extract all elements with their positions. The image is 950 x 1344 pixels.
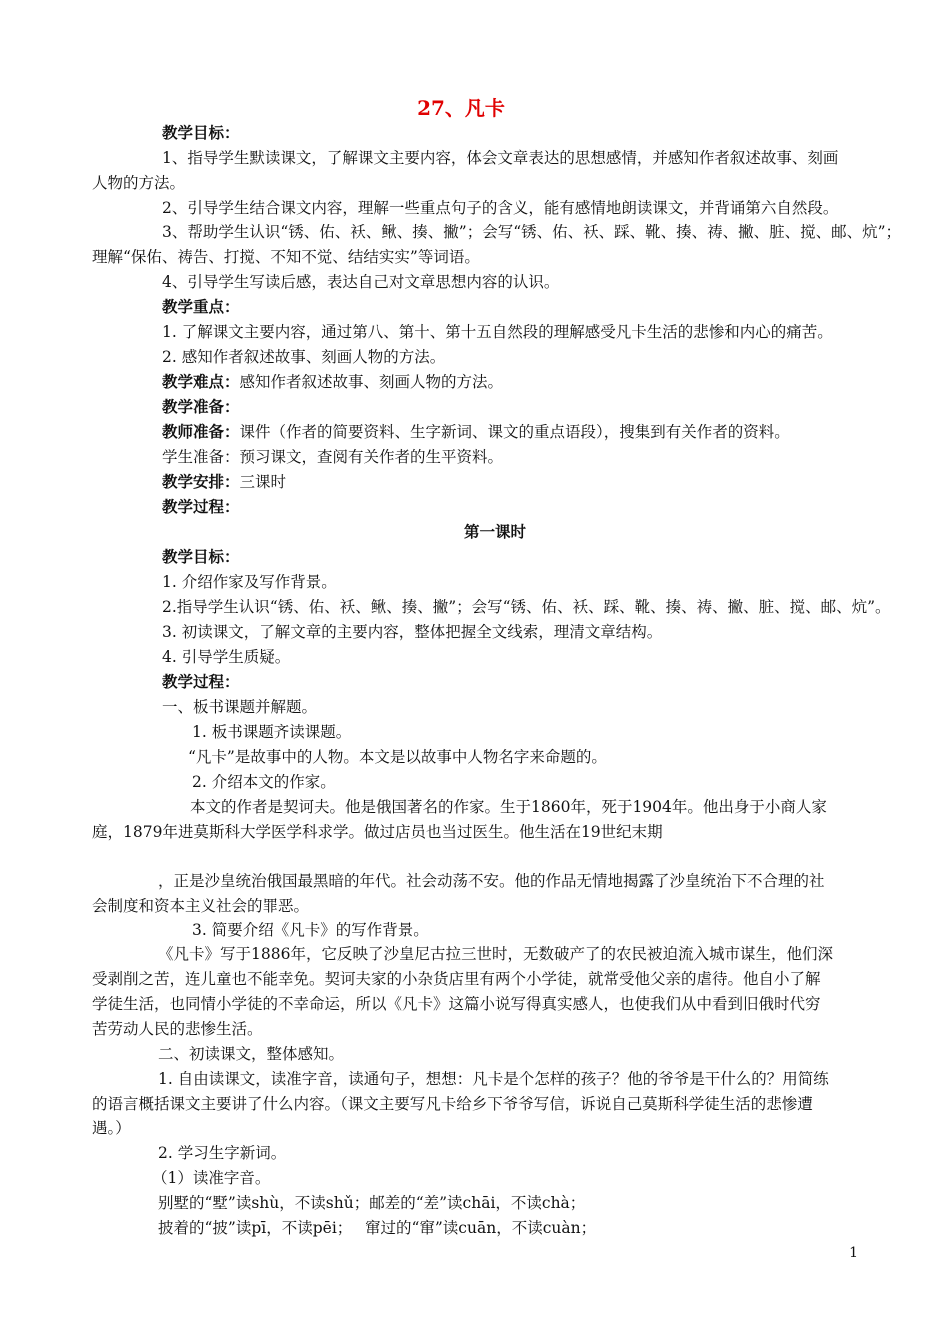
goal-line: 1、指导学生默读课文，了解课文主要内容，体会文章表达的思想感情，并感知作者叙述故事、刻画 [162,149,839,167]
lesson1-process-heading: 教学过程： [162,672,240,691]
body-line: 1. 自由读课文，读准字音，读通句子，想想：凡卡是个怎样的孩子？他的爷爷是干什么的？用简练 [158,1070,829,1088]
goal-line: 2、引导学生结合课文内容，理解一些重点句子的含义，能有感情地朗读课文，并背诵第六自然段。 [162,199,839,217]
lesson1-goal: 4. 引导学生质疑。 [162,648,291,666]
body-line: 庭，1879年进莫斯科大学医学科求学。做过店员也当过医生。他生活在19世纪末期 [92,823,663,841]
lesson1-goal: 1. 介绍作家及写作背景。 [162,573,337,591]
body-line: 《凡卡》写于1886年，它反映了沙皇尼古拉三世时，无数破产了的农民被迫流入城市谋生，他们深 [158,945,833,963]
key-point: 1. 了解课文主要内容，通过第八、第十、第十五自然段的理解感受凡卡生活的悲惨和内心的痛苦。 [162,323,833,341]
goal-line: 理解“保佑、祷告、打搅、不知不觉、结结实实”等词语。 [92,248,480,266]
goals-heading: 教学目标： [162,123,240,142]
difficulty-label: 教学难点： [162,372,240,391]
goal-line: 人物的方法。 [92,174,186,192]
goal-line: 4、引导学生写读后感，表达自己对文章思想内容的认识。 [162,273,560,291]
body-line: “凡卡”是故事中的人物。本文是以故事中人物名字来命题的。 [188,748,607,766]
lesson1-goal: 2.指导学生认识“锈、佑、袄、鳅、揍、撇”；会写“锈、佑、袄、踩、靴、揍、祷、撇、脏、搅、邮、炕”。 [162,598,891,616]
arrangement-label: 教学安排： [162,472,240,491]
body-line: 2. 学习生字新词。 [158,1144,287,1162]
body-line: 受剥削之苦，连儿童也不能幸免。契诃夫家的小杂货店里有两个小学徒，就常受他父亲的虐待。他自小了解 [92,970,821,988]
body-line: 披着的“披”读pī，不读pēi； 窜过的“窜”读cuān，不读cuàn； [158,1219,597,1237]
key-heading: 教学重点： [162,297,240,316]
goal-line: 3、帮助学生认识“锈、佑、袄、鳅、揍、撇”；会写“锈、佑、袄、踩、靴、揍、祷、撇、脏、搅、邮、炕”； [162,223,902,241]
page-number: 1 [849,1245,858,1261]
body-line: 会制度和资本主义社会的罪恶。 [92,897,310,915]
lesson1-goal: 3. 初读课文，了解文章的主要内容，整体把握全文线索，理清文章结构。 [162,623,663,641]
arrangement-text: 三课时 [239,473,287,491]
page-title: 27、凡卡 [417,96,505,120]
difficulty-text: 感知作者叙述故事、刻画人物的方法。 [239,373,504,391]
body-line: 二、初读课文，整体感知。 [158,1045,345,1063]
arrangement-line [162,472,286,492]
body-line: 遇。） [92,1119,131,1137]
body-line: 学徒生活，也同情小学徒的不幸命运，所以《凡卡》这篇小说写得真实感人，也使我们从中看到旧俄时代穷 [92,995,821,1013]
student-prep-line: 学生准备：预习课文，查阅有关作者的生平资料。 [162,448,504,466]
body-line: （1）读准字音。 [152,1169,271,1187]
process-heading: 教学过程： [162,497,240,516]
body-line: 的语言概括课文主要讲了什么内容。（课文主要写凡卡给乡下爷爷写信，诉说自己莫斯科学徒生活的悲惨遭 [92,1095,813,1113]
body-line: 2. 介绍本文的作家。 [192,773,336,791]
body-line: 本文的作者是契诃夫。他是俄国著名的作家。生于1860年，死于1904年。他出身于小商人家 [190,798,827,816]
body-line: 3. 简要介绍《凡卡》的写作背景。 [192,921,429,939]
body-line: 1. 板书课题齐读课题。 [192,723,352,741]
prep-heading: 教学准备： [162,397,240,416]
body-line: 一、板书课题并解题。 [162,698,318,716]
teacher-prep-text: 课件（作者的简要资料、生字新词、课文的重点语段），搜集到有关作者的资料。 [239,423,790,441]
teacher-prep-line [162,422,790,442]
difficulty-line [162,372,503,392]
body-line: 别墅的“墅”读shù，不读shǔ；邮差的“差”读chāi，不读chà； [158,1194,586,1212]
body-line: ，正是沙皇统治俄国最黑暗的年代。社会动荡不安。他的作品无情地揭露了沙皇统治下不合理的社 [158,872,825,890]
body-line: 苦劳动人民的悲惨生活。 [92,1020,263,1038]
lesson1-goals-heading: 教学目标： [162,547,240,566]
lesson1-title: 第一课时 [463,522,526,541]
teacher-prep-label: 教师准备： [162,422,240,441]
key-point: 2. 感知作者叙述故事、刻画人物的方法。 [162,348,446,366]
